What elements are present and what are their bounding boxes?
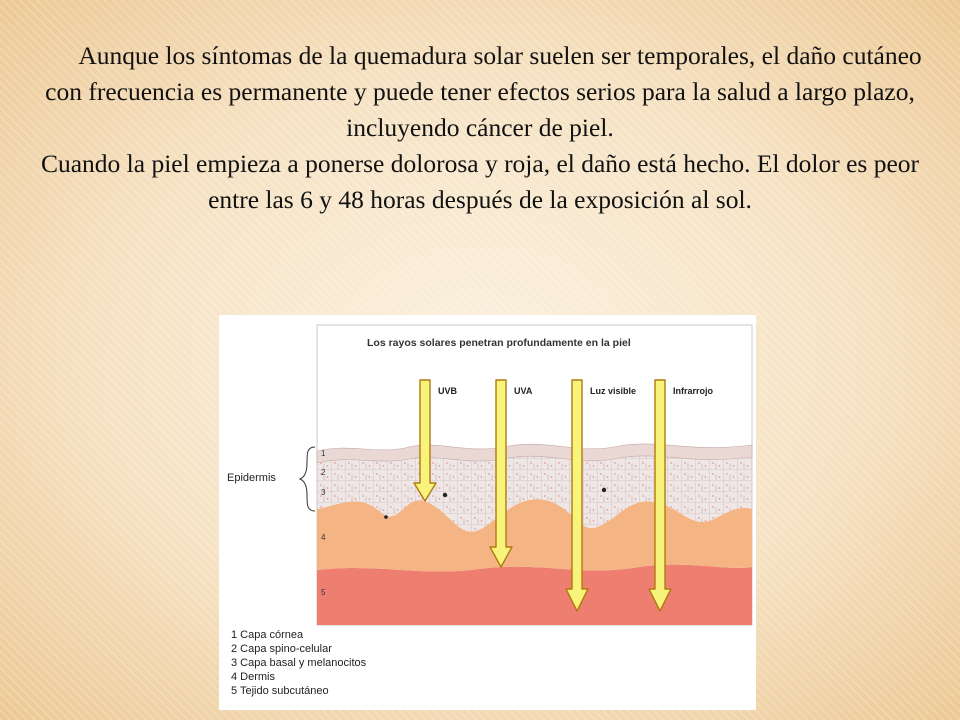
layer-number-2: 2 — [321, 468, 326, 477]
ray-label-visible-light: Luz visible — [590, 386, 637, 396]
legend-item: 4 Dermis — [231, 671, 276, 683]
layer-number-4: 4 — [321, 533, 326, 542]
melanocyte-dot — [602, 488, 606, 492]
subcutaneous-layer — [317, 565, 752, 625]
layer-number-1: 1 — [321, 449, 326, 458]
skin-diagram-svg — [219, 315, 756, 710]
legend-item: 5 Tejido subcutáneo — [231, 685, 329, 697]
melanocyte-dot — [443, 493, 447, 497]
layer-legend — [231, 629, 367, 697]
skin-layers-diagram — [219, 315, 756, 710]
legend-item: 1 Capa córnea — [231, 629, 304, 641]
melanocyte-dot — [384, 515, 388, 519]
legend-item: 2 Capa spino-celular — [231, 643, 332, 655]
ray-label-uvb: UVB — [438, 386, 458, 396]
diagram-title: Los rayos solares penetran profundamente en la piel — [367, 337, 631, 349]
slide-text — [30, 38, 930, 218]
epidermis-brace — [300, 447, 315, 511]
ray-label-uva: UVA — [514, 386, 533, 396]
layer-number-5: 5 — [321, 588, 326, 597]
paragraph-pain-timing: Cuando la piel empieza a ponerse dolorosa y roja, el daño está hecho. El dolor es peor entre las 6 y 48 horas después de la exposición al sol. — [40, 149, 920, 214]
ray-label-infrared: Infrarrojo — [673, 386, 714, 396]
epidermis-label: Epidermis — [227, 472, 276, 484]
paragraph-sunburn-damage: Aunque los síntomas de la quemadura solar suelen ser temporales, el daño cutáneo con frecuencia es permanente y puede tener efectos serios para la salud a largo plazo, incluyendo cáncer de piel. — [45, 41, 922, 142]
layer-number-3: 3 — [321, 488, 326, 497]
legend-item: 3 Capa basal y melanocitos — [231, 657, 367, 669]
